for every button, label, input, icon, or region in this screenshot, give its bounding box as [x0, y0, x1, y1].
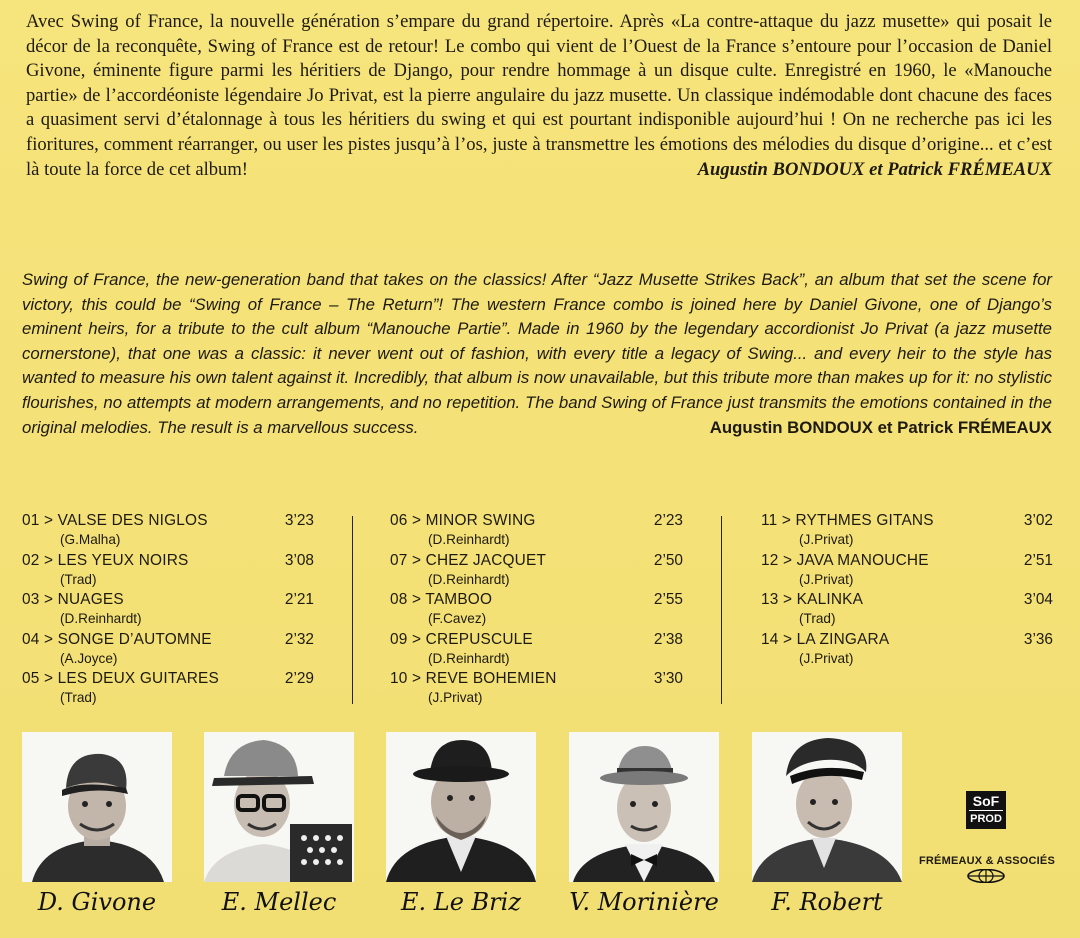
track-item — [761, 631, 1053, 671]
signature-robert: F. Robert — [771, 888, 883, 916]
track-item — [761, 591, 1053, 631]
track-duration: 2’55 — [653, 591, 683, 609]
globe-icon — [966, 869, 1006, 883]
track-title: 10 > REVE BOHEMIEN — [390, 670, 557, 688]
track-title: 08 > TAMBOO — [390, 591, 493, 609]
track-composer: (D.Reinhardt) — [428, 571, 510, 587]
logo-top-text: SoF — [969, 793, 1003, 811]
track-title: 02 > LES YEUX NOIRS — [22, 551, 189, 569]
track-duration: 2’32 — [284, 630, 314, 648]
track-item — [22, 631, 314, 671]
portrait-cap-icon — [22, 732, 172, 882]
track-title: 11 > RYTHMES GITANS — [761, 512, 934, 529]
track-item — [22, 591, 314, 631]
track-duration: 3’23 — [284, 512, 314, 529]
musician-photo-1 — [22, 732, 172, 882]
column-divider — [721, 516, 722, 704]
track-composer: (F.Cavez) — [428, 611, 487, 627]
track-duration: 2’51 — [1023, 551, 1053, 569]
track-composer: (D.Reinhardt) — [428, 650, 510, 666]
track-duration: 3’08 — [284, 551, 314, 569]
english-signature: Augustin BONDOUX et Patrick FRÉMEAUX — [709, 417, 1052, 437]
track-composer: (J.Privat) — [428, 690, 483, 706]
tracklist — [0, 512, 1080, 712]
track-item — [390, 512, 683, 552]
signature-mellec: E. Mellec — [221, 888, 337, 916]
track-duration: 2’21 — [284, 591, 314, 609]
track-composer: (D.Reinhardt) — [428, 532, 510, 547]
track-item — [22, 552, 314, 592]
track-title: 06 > MINOR SWING — [390, 512, 536, 529]
tracklist-column-2 — [390, 512, 683, 710]
track-duration: 3’30 — [653, 670, 683, 688]
track-title: 13 > KALINKA — [761, 591, 864, 609]
musician-photo-2 — [204, 732, 354, 882]
french-text: Avec Swing of France, la nouvelle génération s’empare du grand répertoire. Après «La contre-attaque du jazz musette» qui posait le décor de la reconquête, Swing of France est de retour! Le combo qui vient de l’Ouest de la France s’entoure pour l’occasion de Daniel Givone, éminente figure parmi les héritiers de Django, pour rendre hommage à un disque culte. Enregistré en 1960, le «Manouche partie» de l’accordéoniste légendaire Jo Privat, est la pierre angulaire du jazz musette. Un classique indémodable dont chacune des faces a quasiment servi d’étalonnage à tous les héritiers du swing et qui est pourtant indisponible aujourd’hui ! On ne recherche pas ici les fioritures, comment réarranger, ou user les pistes jusqu’à l’os, juste à transmettre les émotions des mélodies du disque d’origine... et c’est là toute la force de cet album! — [26, 11, 1052, 180]
track-composer: (A.Joyce) — [60, 650, 118, 666]
track-title: 01 > VALSE DES NIGLOS — [22, 512, 208, 529]
track-duration: 2’38 — [653, 630, 683, 648]
track-item — [390, 631, 683, 671]
musician-photo-4 — [569, 732, 719, 882]
portrait-trilby-bowtie-icon — [569, 732, 719, 882]
track-duration: 3’04 — [1023, 591, 1053, 609]
english-liner-notes — [22, 268, 1052, 440]
musician-photo-3 — [386, 732, 536, 882]
french-liner-notes — [26, 10, 1052, 182]
track-item — [390, 670, 683, 710]
portrait-fedora-beard-icon — [386, 732, 536, 882]
track-item — [22, 512, 314, 552]
track-title: 14 > LA ZINGARA — [761, 630, 890, 648]
signature-moriniere: V. Morinière — [569, 888, 719, 916]
track-title: 09 > CREPUSCULE — [390, 630, 533, 648]
track-title: 04 > SONGE D’AUTOMNE — [22, 630, 212, 648]
logo-bottom-text: PROD — [970, 813, 1002, 825]
publisher-name: FRÉMEAUX & ASSOCIÉS — [918, 855, 1056, 867]
signature-givone: D. Givone — [37, 888, 157, 916]
portrait-newsboy-cap-icon — [752, 732, 902, 882]
track-item — [22, 670, 314, 710]
track-composer: (Trad) — [60, 571, 97, 587]
english-text: Swing of France, the new-generation band that takes on the classics! After “Jazz Musette Strikes Back”, an album that set the scene for victory, this could be “Swing of France – The Return”! The western France combo is joined here by Daniel Givone, one of Django’s eminent heirs, for a tribute to the cult album “Manouche Partie”. Made in 1960 by the legendary accordionist Jo Privat (a jazz musette cornerstone), that one was a classic: it never went out of fashion, with every title a legacy of Swing... and every heir to the style has wanted to measure his own talent against it. Incredibly, that album is now unavailable, but this tribute more than makes up for it: no stylistic flourishes, no attempts at modern arrangements, and no repetition. The band Swing of France just transmits the emotions contained in the original melodies. The result is a marvellous success. — [22, 270, 1052, 437]
track-composer: (D.Reinhardt) — [60, 611, 142, 627]
tracklist-column-3 — [761, 512, 1053, 670]
track-composer: (J.Privat) — [799, 650, 854, 666]
signature-le-briz: E. Le Briz — [401, 888, 521, 916]
track-composer: (Trad) — [799, 611, 836, 627]
track-title: 03 > NUAGES — [22, 591, 124, 609]
track-composer: (Trad) — [60, 690, 97, 706]
track-composer: (G.Malha) — [60, 532, 121, 547]
track-item — [761, 512, 1053, 552]
track-duration: 3’36 — [1023, 630, 1053, 648]
track-duration: 3’02 — [1023, 512, 1053, 529]
track-title: 05 > LES DEUX GUITARES — [22, 670, 219, 688]
track-duration: 2’29 — [284, 670, 314, 688]
track-item — [390, 591, 683, 631]
column-divider — [352, 516, 353, 704]
track-composer: (J.Privat) — [799, 532, 854, 547]
track-composer: (J.Privat) — [799, 571, 854, 587]
track-duration: 2’50 — [653, 551, 683, 569]
track-item — [390, 552, 683, 592]
sof-prod-logo — [966, 791, 1006, 829]
track-item — [761, 552, 1053, 592]
french-signature: Augustin BONDOUX et Patrick FRÉMEAUX — [697, 158, 1052, 180]
tracklist-column-1 — [22, 512, 314, 710]
track-title: 12 > JAVA MANOUCHE — [761, 551, 929, 569]
track-duration: 2’23 — [653, 512, 683, 529]
track-title: 07 > CHEZ JACQUET — [390, 551, 547, 569]
musician-photo-5 — [752, 732, 902, 882]
portrait-glasses-accordion-icon — [204, 732, 354, 882]
